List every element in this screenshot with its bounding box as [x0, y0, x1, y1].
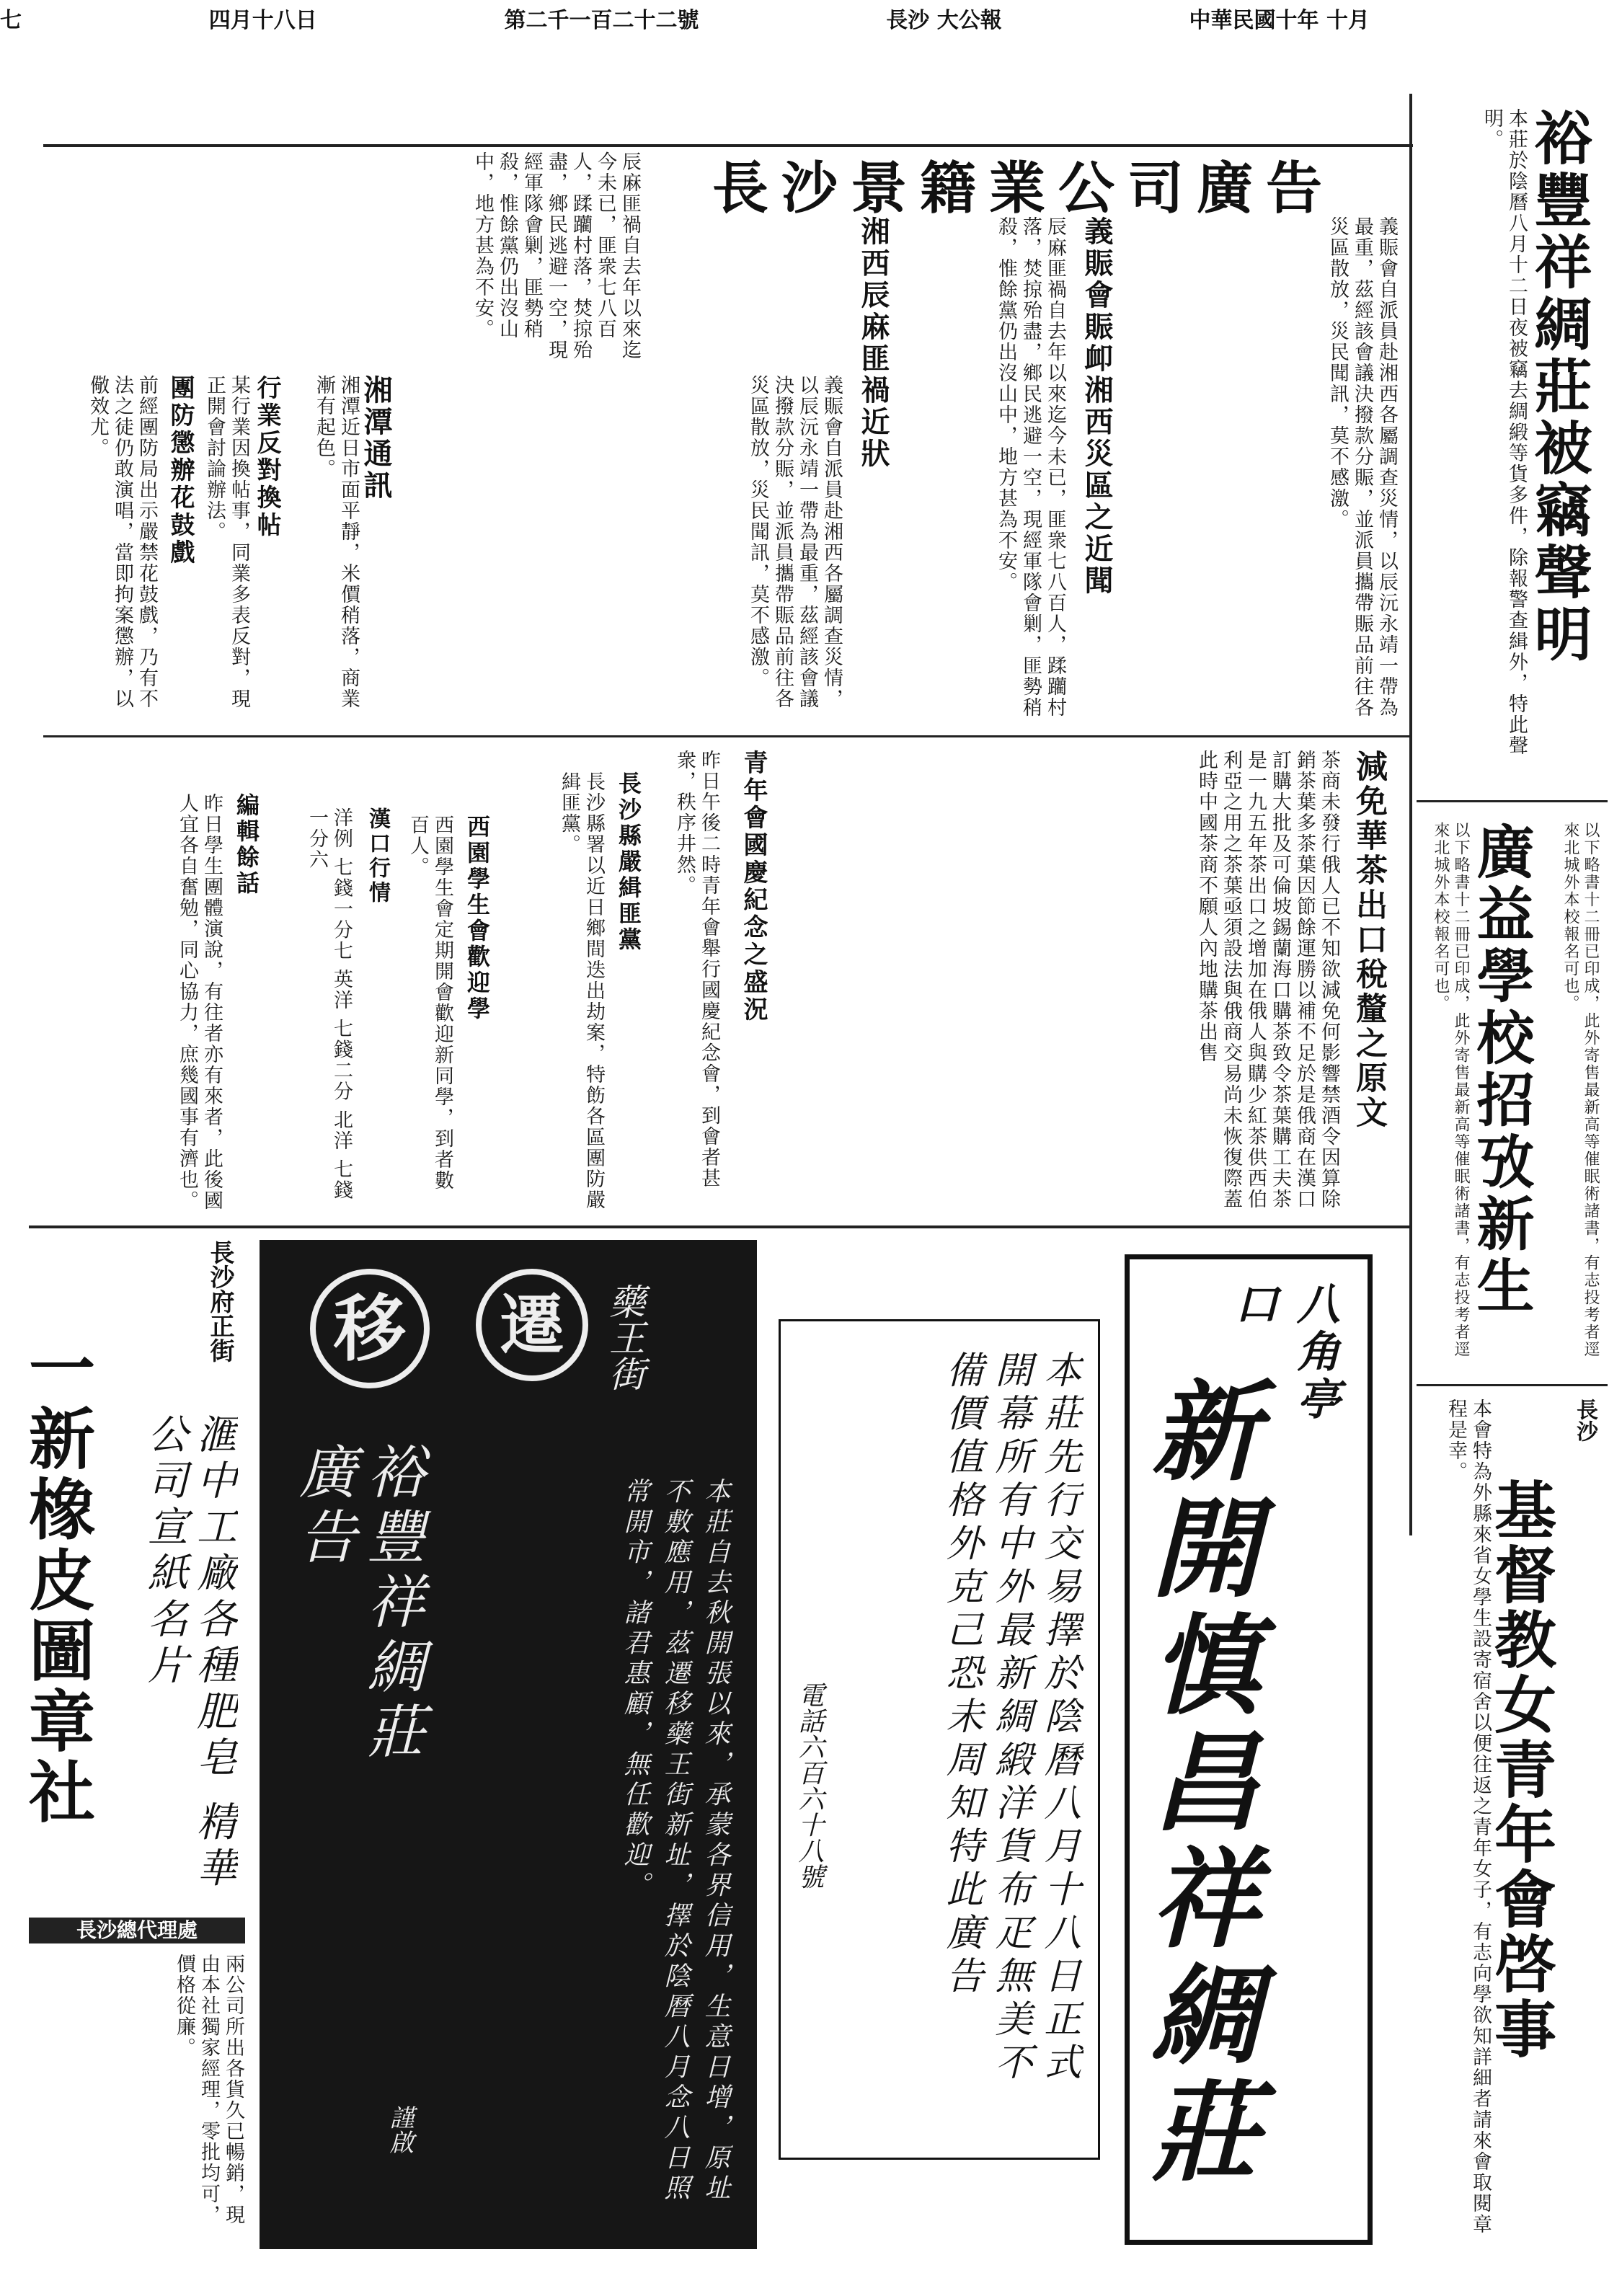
ad-title-school: 廣益學校招攷新生: [1467, 822, 1535, 1318]
divider: [1417, 800, 1608, 802]
divider: [1417, 1384, 1608, 1386]
ad-location: 八角亭口: [1228, 1281, 1340, 1424]
ad-org: 長沙: [1572, 1399, 1597, 1442]
ad-opening-notice: [779, 1319, 1100, 2160]
headline-editor: 編輯餘話: [233, 793, 260, 897]
headline-students: 西園學生會歡迎學: [464, 815, 491, 1022]
ad-footer: 長沙總代理處: [29, 1918, 245, 1943]
ad-title-ywca: 基督教女青年會啓事: [1484, 1478, 1556, 2062]
article-body: 西園學生會定期開會歡迎新同學，到者數百人。: [407, 815, 453, 1191]
ad-body: 以下略書十二冊已印成，此外寄售最新高等催眠術諸書，有志投考者逕來北城外本校報名可也。: [1432, 822, 1470, 1358]
seal-icon: 移: [310, 1269, 430, 1388]
lunar-date: 四月十八日: [208, 8, 317, 33]
ad-note: 兩公司所出各貨久已暢銷，現由本社獨家經理，零批均可，價格從廉。: [173, 1954, 244, 2225]
ad-body: 本莊自去秋開張以來，承蒙各界信用，生意日增，原址不敷應用，茲遷移藥王街新址，擇於陰曆八月念八日照常開市，諸君惠顧，無任歡迎。: [620, 1478, 730, 2204]
divider: [29, 1225, 1409, 1228]
ad-title-stamp-shop: 一新橡皮圖章社: [18, 1334, 96, 1828]
article-body: 前經團防局出示嚴禁花鼓戲，乃有不法之徒仍敢演唱，當即拘案懲辦，以儆效尤。: [87, 375, 158, 709]
page-number: 七: [0, 8, 22, 33]
ad-title-theft-notice: 裕豐祥綢莊被竊聲明: [1525, 108, 1592, 666]
ad-header: 長沙府正街: [205, 1240, 234, 1362]
phone-number: 電話六百六十八號: [794, 1682, 824, 1889]
paper-name: 長沙 大公報: [886, 8, 1002, 33]
article-body: 義賑會自派員赴湘西各屬調查災情，以辰沅永靖一帶為最重，茲經該會議決撥款分賑，並派員攜帶賑品前往各災區散放，災民聞訊，莫不感激。: [747, 375, 843, 709]
ad-title-new-silk-shop: 新開慎昌祥綢莊: [1133, 1375, 1259, 2192]
ad-stamp-shop: [18, 1240, 245, 2242]
article-body: 辰麻匪禍自去年以來迄今未已，匪衆七八百人，蹂躪村落，焚掠殆盡，鄉民逃避一空，現經軍隊會剿，匪勢稍殺，惟餘黨仍出沒山中，地方甚為不安。: [995, 216, 1066, 718]
date: 中華民國十年 十月: [1189, 8, 1370, 33]
ad-body: 滙中工廠各種肥皂 精華公司宣紙名片: [141, 1413, 237, 1893]
ad-sign: 謹啟: [385, 2105, 414, 2154]
market-quotes: 洋例 七錢一分七 英洋 七錢二分 北洋 七錢一分六: [306, 807, 353, 1201]
seal-icon: 遷: [476, 1269, 588, 1381]
issue-number: 第二千一百二十二號: [504, 8, 699, 33]
headline-trade: 行業反對換帖: [252, 375, 281, 539]
masthead: [0, 0, 1370, 36]
article-body-xiangtan: 湘潭近日市面平靜，米價稍落，商業漸有起色。: [313, 375, 360, 709]
headline-bandits: 長沙縣嚴緝匪黨: [615, 771, 642, 953]
headline-xiangtan: 湘潭通訊: [359, 375, 393, 502]
headline-ymca: 青年會國慶紀念之盛況: [739, 750, 768, 1024]
ad-location: 藥王街: [603, 1283, 645, 1391]
ad-body: 本莊先行交易擇於陰曆八月十八日正式開幕所有中外最新綢緞洋貨布疋無美不備價值格外克己恐未周知特此廣告: [939, 1350, 1081, 2086]
ad-body: 以下略書十二冊已印成，此外寄售最新高等催眠術諸書，有志投考者逕來北城外本校報名可也。: [1561, 822, 1600, 1358]
ad-relocation: [260, 1240, 757, 2249]
article-body: 茶商未發行俄人已不知欲減免何影響禁酒令因算除銷茶葉多茶葉因節餘運勝以補不足於是俄商在漢口訂購大批及可倫坡錫蘭海口購茶致令茶葉購工夫茶是一九五年茶出口之增加在俄人與購少紅茶供西伯利亞之用之茶葉亟須設法與俄商交易尚未恢復際蓋此時中國茶商不願人內地購茶出售: [1195, 750, 1340, 1210]
headline-tea-tax: 減免華茶出口稅釐之原文: [1350, 750, 1387, 1130]
divider: [1409, 94, 1412, 1535]
headline-xiangxi: 湘西辰麻匪禍近狀: [856, 216, 890, 470]
article-body: 某行業因換帖事，同業多表反對，現正開會討論辦法。: [203, 375, 250, 709]
ad-new-silk-shop: [1125, 1254, 1373, 2245]
ad-body: 本會特為外縣來省女學生設寄宿舍以便往返之青年女子，有志向學欲知詳細者請來會取閱章程是幸。: [1445, 1399, 1492, 2235]
headline-relief: 義賑會賑卹湘西災區之近聞: [1080, 216, 1114, 597]
article-body: 昨日學生團體演說，有往者亦有來者，此後國人宜各自奮勉，同心協力，庶幾國事有濟也。: [176, 793, 223, 1211]
article-body: 長沙縣署以近日鄉間迭出劫案，特飭各區團防嚴緝匪黨。: [558, 771, 605, 1210]
top-banner: 長沙景籍業公司廣告: [712, 156, 1335, 221]
headline-hankou: 漢口行情: [365, 807, 390, 905]
article-body: 辰麻匪禍自去年以來迄今未已，匪衆七八百人，蹂躪村落，焚掠殆盡，鄉民逃避一空，現經軍隊會剿，匪勢稍殺，惟餘黨仍出沒山中，地方甚為不安。: [471, 151, 641, 360]
article-body: 義賑會自派員赴湘西各屬調查災情，以辰沅永靖一帶為最重，茲經該會議決撥款分賑，並派員攜帶賑品前往各災區散放，災民聞訊，莫不感激。: [1326, 216, 1398, 718]
headline-huagu: 團防懲辦花鼓戲: [166, 375, 195, 567]
ad-title-relocation: 裕豐祥綢莊廣告: [289, 1442, 425, 1766]
ad-body: 本莊於陰曆八月十二日夜被竊去綢緞等貨多件，除報警查緝外，特此聲明。: [1481, 108, 1528, 756]
divider: [43, 735, 1409, 737]
article-body: 昨日午後二時青年會舉行國慶紀念會，到會者甚衆，秩序井然。: [673, 750, 720, 1189]
